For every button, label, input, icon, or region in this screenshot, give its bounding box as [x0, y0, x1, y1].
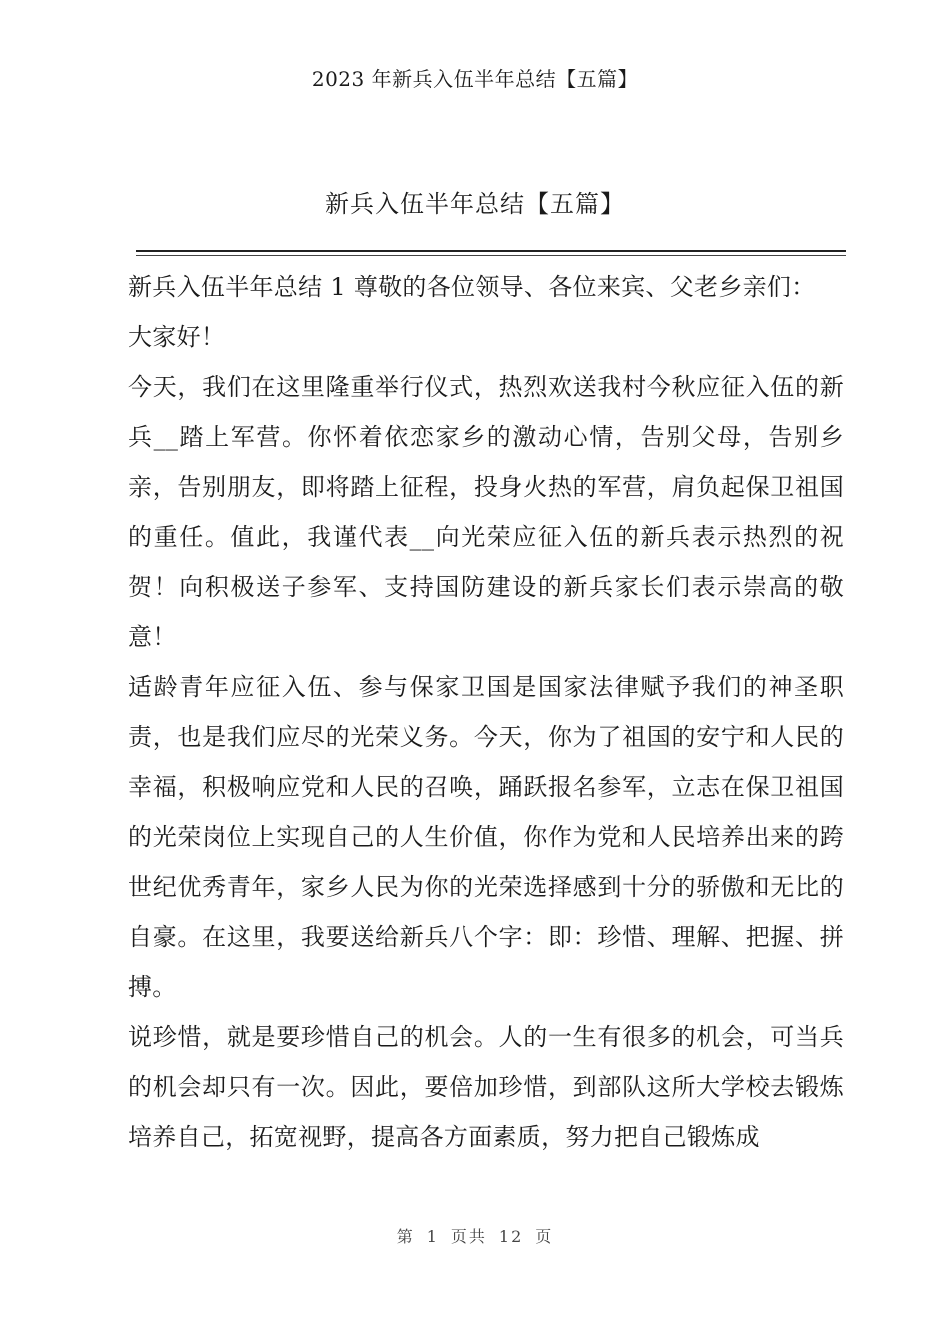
paragraph-duty: 适龄青年应征入伍、参与保家卫国是国家法律赋予我们的神圣职责，也是我们应尽的光荣义务。今天，你为了祖国的安宁和人民的幸福，积极响应党和人民的召唤，踊跃报名参军，立志在保卫祖国的光荣岗位上实现自己的人生价值，你作为党和人民培养出来的跨世纪优秀青年，家乡人民为你的光荣选择感到十分的骄傲和无比的自豪。在这里，我要送给新兵八个字：即：珍惜、理解、把握、拼搏。: [128, 673, 844, 1001]
footer-middle: 页共: [450, 1227, 487, 1246]
paragraph-salutation: 新兵入伍半年总结 1 尊敬的各位领导、各位来宾、父老乡亲们：: [128, 273, 816, 301]
title-divider-thin: [136, 255, 846, 256]
footer-prefix: 第: [396, 1227, 415, 1246]
page-footer: [0, 1225, 950, 1249]
paragraph-greeting: 大家好！: [128, 323, 226, 351]
document-body: [128, 262, 844, 1162]
paragraph-farewell: 今天，我们在这里隆重举行仪式，热烈欢送我村今秋应征入伍的新兵__踏上军营。你怀着依恋家乡的激动心情，告别父母，告别乡亲，告别朋友，即将踏上征程，投身火热的军营，肩负起保卫祖国的重任。值此，我谨代表__向光荣应征入伍的新兵表示热烈的祝贺！向积极送子参军、支持国防建设的新兵家长们表示崇高的敬意！: [128, 373, 844, 651]
footer-suffix: 页: [535, 1227, 554, 1246]
running-header: 2023 年新兵入伍半年总结【五篇】: [311, 67, 639, 91]
footer-page-number: 1: [426, 1227, 439, 1246]
title-divider: [136, 250, 846, 252]
document-title: 新兵入伍半年总结【五篇】: [325, 190, 625, 218]
footer-total-pages: 12: [498, 1227, 524, 1246]
paragraph-cherish: 说珍惜，就是要珍惜自己的机会。人的一生有很多的机会，可当兵的机会却只有一次。因此，要倍加珍惜，到部队这所大学校去锻炼培养自己，拓宽视野，提高各方面素质，努力把自己锻炼成: [128, 1023, 844, 1151]
